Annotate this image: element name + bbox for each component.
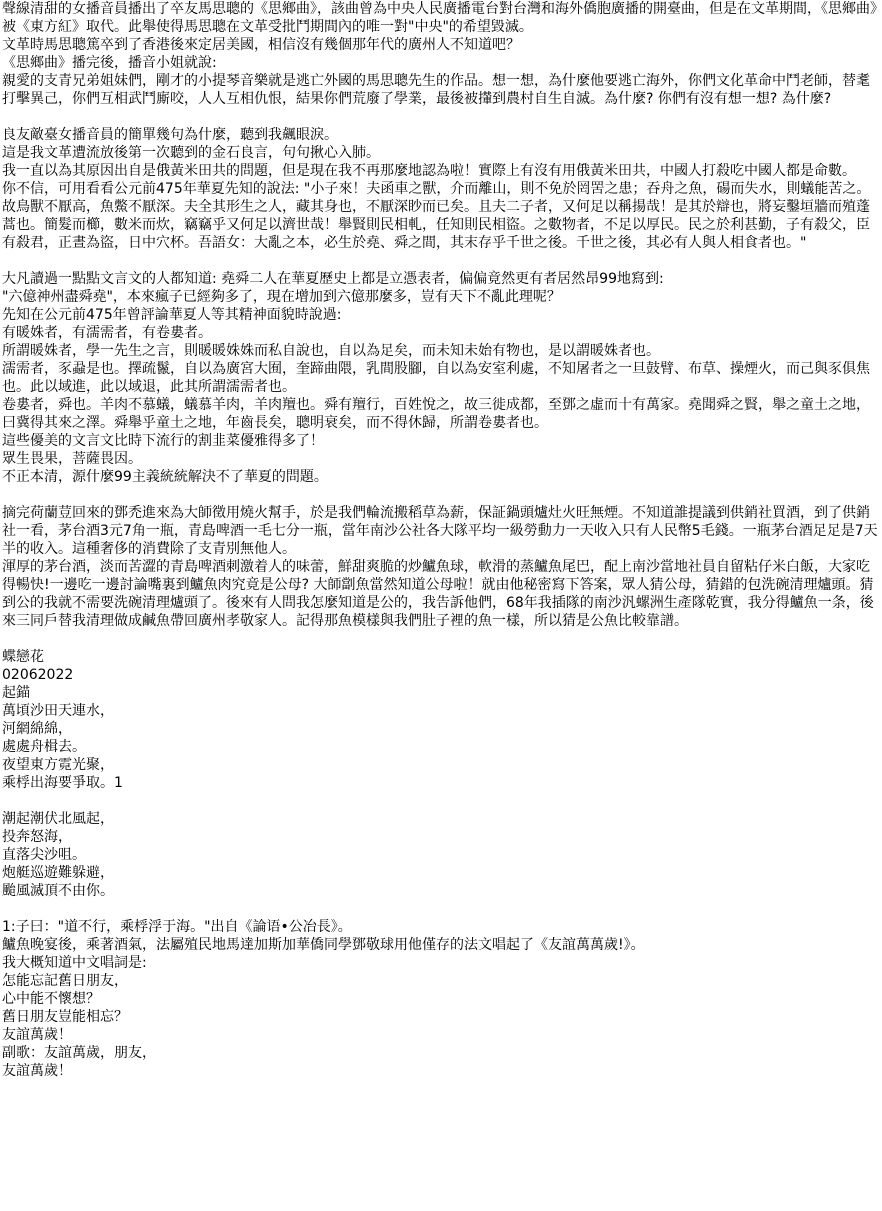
- blank-line: [2, 252, 878, 270]
- paragraph: 起錨: [2, 685, 30, 701]
- paragraph: 先知在公元前475年曾評論華夏人等其精神面貌時說過:: [2, 307, 342, 323]
- paragraph: 副歌：友誼萬歲，朋友，: [2, 1045, 156, 1061]
- paragraph: 文革時馬思聰篤卒到了香港後來定居美國，相信沒有幾個那年代的廣州人不知道吧？: [2, 37, 520, 53]
- paragraph: 你不信，可用看看公元前475年華夏先知的說法: "小子來！夫函車之獸，介而離山，則不免於罔罟之患；吞舟之魚，碭而失水，則蟻能苦之。故鳥獸不厭高，魚鱉不厭深。夫全其形生之人，藏其身也，不厭深眇而已矣。且夫二子者，又何足以稱揚哉！是其於辯也，將妄鑿垣牆而殖蓬蒿也。簡髮而櫛，數米而炊，竊竊乎又何足以濟世哉！舉賢則民相軋，任知則民相盜。之數物者，不足以厚民。民之於利甚勤，子有殺父，臣有殺君，正晝為盜，日中穴杯。吾語女：大亂之本，必生於堯、舜之間，其末存乎千世之後。千世之後，其必有人與人相食者也。": [2, 181, 871, 251]
- blank-line: [2, 900, 878, 918]
- paragraph: 這些優美的文言文比時下流行的割韭菜優雅得多了！: [2, 433, 324, 449]
- paragraph: 《思鄉曲》播完後，播音小姐就說:: [2, 55, 217, 71]
- paragraph: 夜望東方霓光聚，: [2, 757, 114, 773]
- paragraph: 大凡讀過一點點文言文的人都知道: 堯舜二人在華夏歷史上都是立憑表者，偏偏竟然更有者居然昂99地寫到:: [2, 271, 664, 287]
- paragraph: 眾生畏果，菩薩畏因。: [2, 451, 142, 467]
- paragraph: 友誼萬歲！: [2, 1063, 72, 1079]
- paragraph: 舊日朋友豈能相忘？: [2, 1009, 128, 1025]
- paragraph: 02062022: [2, 667, 74, 683]
- paragraph: 處處舟楫去。: [2, 739, 86, 755]
- paragraph: 所謂暖姝者，學一先生之言，則暖暖姝姝而私自說也，自以為足矣，而未知未始有物也，是以謂暖姝者也。: [2, 343, 660, 359]
- paragraph: 鱸魚晚宴後，乘著酒氣，法屬殖民地馬達加斯加華僑同學鄧敬球用他僅存的法文唱起了《友誼萬萬歲!》。: [2, 937, 645, 953]
- paragraph: 不正本清，源什麼99主義統統解決不了華夏的問題。: [2, 469, 328, 485]
- blank-line: [2, 792, 878, 810]
- paragraph: 友誼萬歲！: [2, 1027, 72, 1043]
- paragraph: 親愛的支青兄弟姐妹們，剛才的小提琴音樂就是逃亡外國的馬思聰先生的作品。想一想，為什麼他要逃亡海外，你們文化革命中鬥老師，替耄打擊異己，你們互相武鬥廝咬，人人互相仇恨，結果你們荒廢了學業，最後被攆到農村自生自滅。為什麼? 你們有沒有想一想? 為什麼?: [2, 73, 870, 107]
- paragraph: 萬頃沙田天連水，: [2, 703, 114, 719]
- paragraph: 潮起潮伏北風起，: [2, 811, 114, 827]
- paragraph: 怎能忘記舊日朋友，: [2, 973, 128, 989]
- paragraph: 渾厚的茅台酒，淡而苦澀的青島啤酒刺激着人的味蕾，鮮甜爽脆的炒鱸魚球，軟滑的蒸鱸魚尾巴，配上南沙當地社員自留粘仔米白飯，大家吃得暢快!一邊吃一邊討論嘴裏到鱸魚肉究竟是公母? 大師劏魚當然知道公母啦！就由他秘密寫下答案，眾人猜公母，猜錯的包洗碗清理爐頭。猜到公的我就不需要洗碗清理爐頭了。後來有人問我怎麼知道是公的，我告訴他們，68年我插隊的南沙汎螺洲生產隊乾實，我分得鱸魚一条，後來三同戶替我清理做成鹹魚帶回廣州孝敬家人。記得那魚模樣與我們肚子裡的魚一樣，所以猜是公魚比較靠譜。: [2, 559, 874, 629]
- paragraph: 卷婁者，舜也。羊肉不慕蟻，蟻慕羊肉，羊肉羶也。舜有羶行，百姓悅之，故三徙成都，至鄧之虛而十有萬家。堯聞舜之賢，舉之童土之地，曰冀得其來之澤。舜舉乎童土之地，年齒長矣，聰明衰矣，而不得休歸，所謂卷婁者也。: [2, 397, 870, 431]
- blank-line: [2, 630, 878, 648]
- blank-line: [2, 486, 878, 504]
- paragraph: 投奔怒海，: [2, 829, 72, 845]
- paragraph: 炮艇巡遊難躲避，: [2, 865, 114, 881]
- paragraph: 摘完荷蘭荳回來的鄧禿進來為大師徵用燒火幫手，於是我們輪流搬稻草為薪，保証鍋頭爐灶火旺無煙。不知道誰提議到供銷社買酒，到了供銷社一看，茅台酒3元7角一瓶，青島啤酒一毛七分一瓶，當年南沙公社各大隊平均一級勞動力一天收入只有人民幣5毛錢。一瓶茅台酒足足是7天半的收入。這種奢侈的消費除了支青別無他人。: [2, 505, 878, 557]
- paragraph: 河網綿綿，: [2, 721, 72, 737]
- paragraph: 這是我文革遭流放後第一次聽到的金石良言，句句揪心入肺。: [2, 145, 380, 161]
- paragraph: "六億神州盡舜堯"，本來瘋子已經夠多了，現在增加到六億那麼多，豈有天下不亂此理呢？: [2, 289, 561, 305]
- paragraph: 心中能不懷想？: [2, 991, 100, 1007]
- paragraph: 颱風滅頂不由你。: [2, 883, 114, 899]
- paragraph: 我一直以為其原因出自是俄黃米田共的問題，但是現在我不再那麼地認為啦！實際上有沒有用俄黃米田共，中國人打殺吃中國人都是命數。: [2, 163, 856, 179]
- paragraph: 乘桴出海要爭取。1: [2, 775, 123, 791]
- paragraph: 我大概知道中文唱詞是:: [2, 955, 147, 971]
- paragraph: 濡需者，豕蝨是也。擇疏鬣，自以為廣宮大囿，奎蹄曲隈，乳間股腳，自以為安室利處，不知屠者之一旦鼓臂、布草、操煙火，而己與豕俱焦也。此以域進，此以域退，此其所謂濡需者也。: [2, 361, 870, 395]
- paragraph: 聲線清甜的女播音員播出了卒友馬思聰的《思鄉曲》，該曲曾為中央人民廣播電台對台灣和海外僑胞廣播的開臺曲，但是在文革期間，《思鄉曲》被《東方紅》取代。此舉使得馬思聰在文革受批鬥期間內的唯一對"中央"的希望毀滅。: [2, 1, 877, 35]
- blank-line: [2, 108, 878, 126]
- paragraph: 良友敵臺女播音員的簡單幾句為什麼，聽到我飆眼淚。: [2, 127, 338, 143]
- paragraph: 有暖姝者，有濡需者，有卷婁者。: [2, 325, 212, 341]
- paragraph: 蝶戀花: [2, 649, 44, 665]
- paragraph: 直落尖沙咀。: [2, 847, 86, 863]
- paragraph: 1:子曰："道不行，乘桴浮于海。"出自《論语•公冶長》。: [2, 919, 352, 935]
